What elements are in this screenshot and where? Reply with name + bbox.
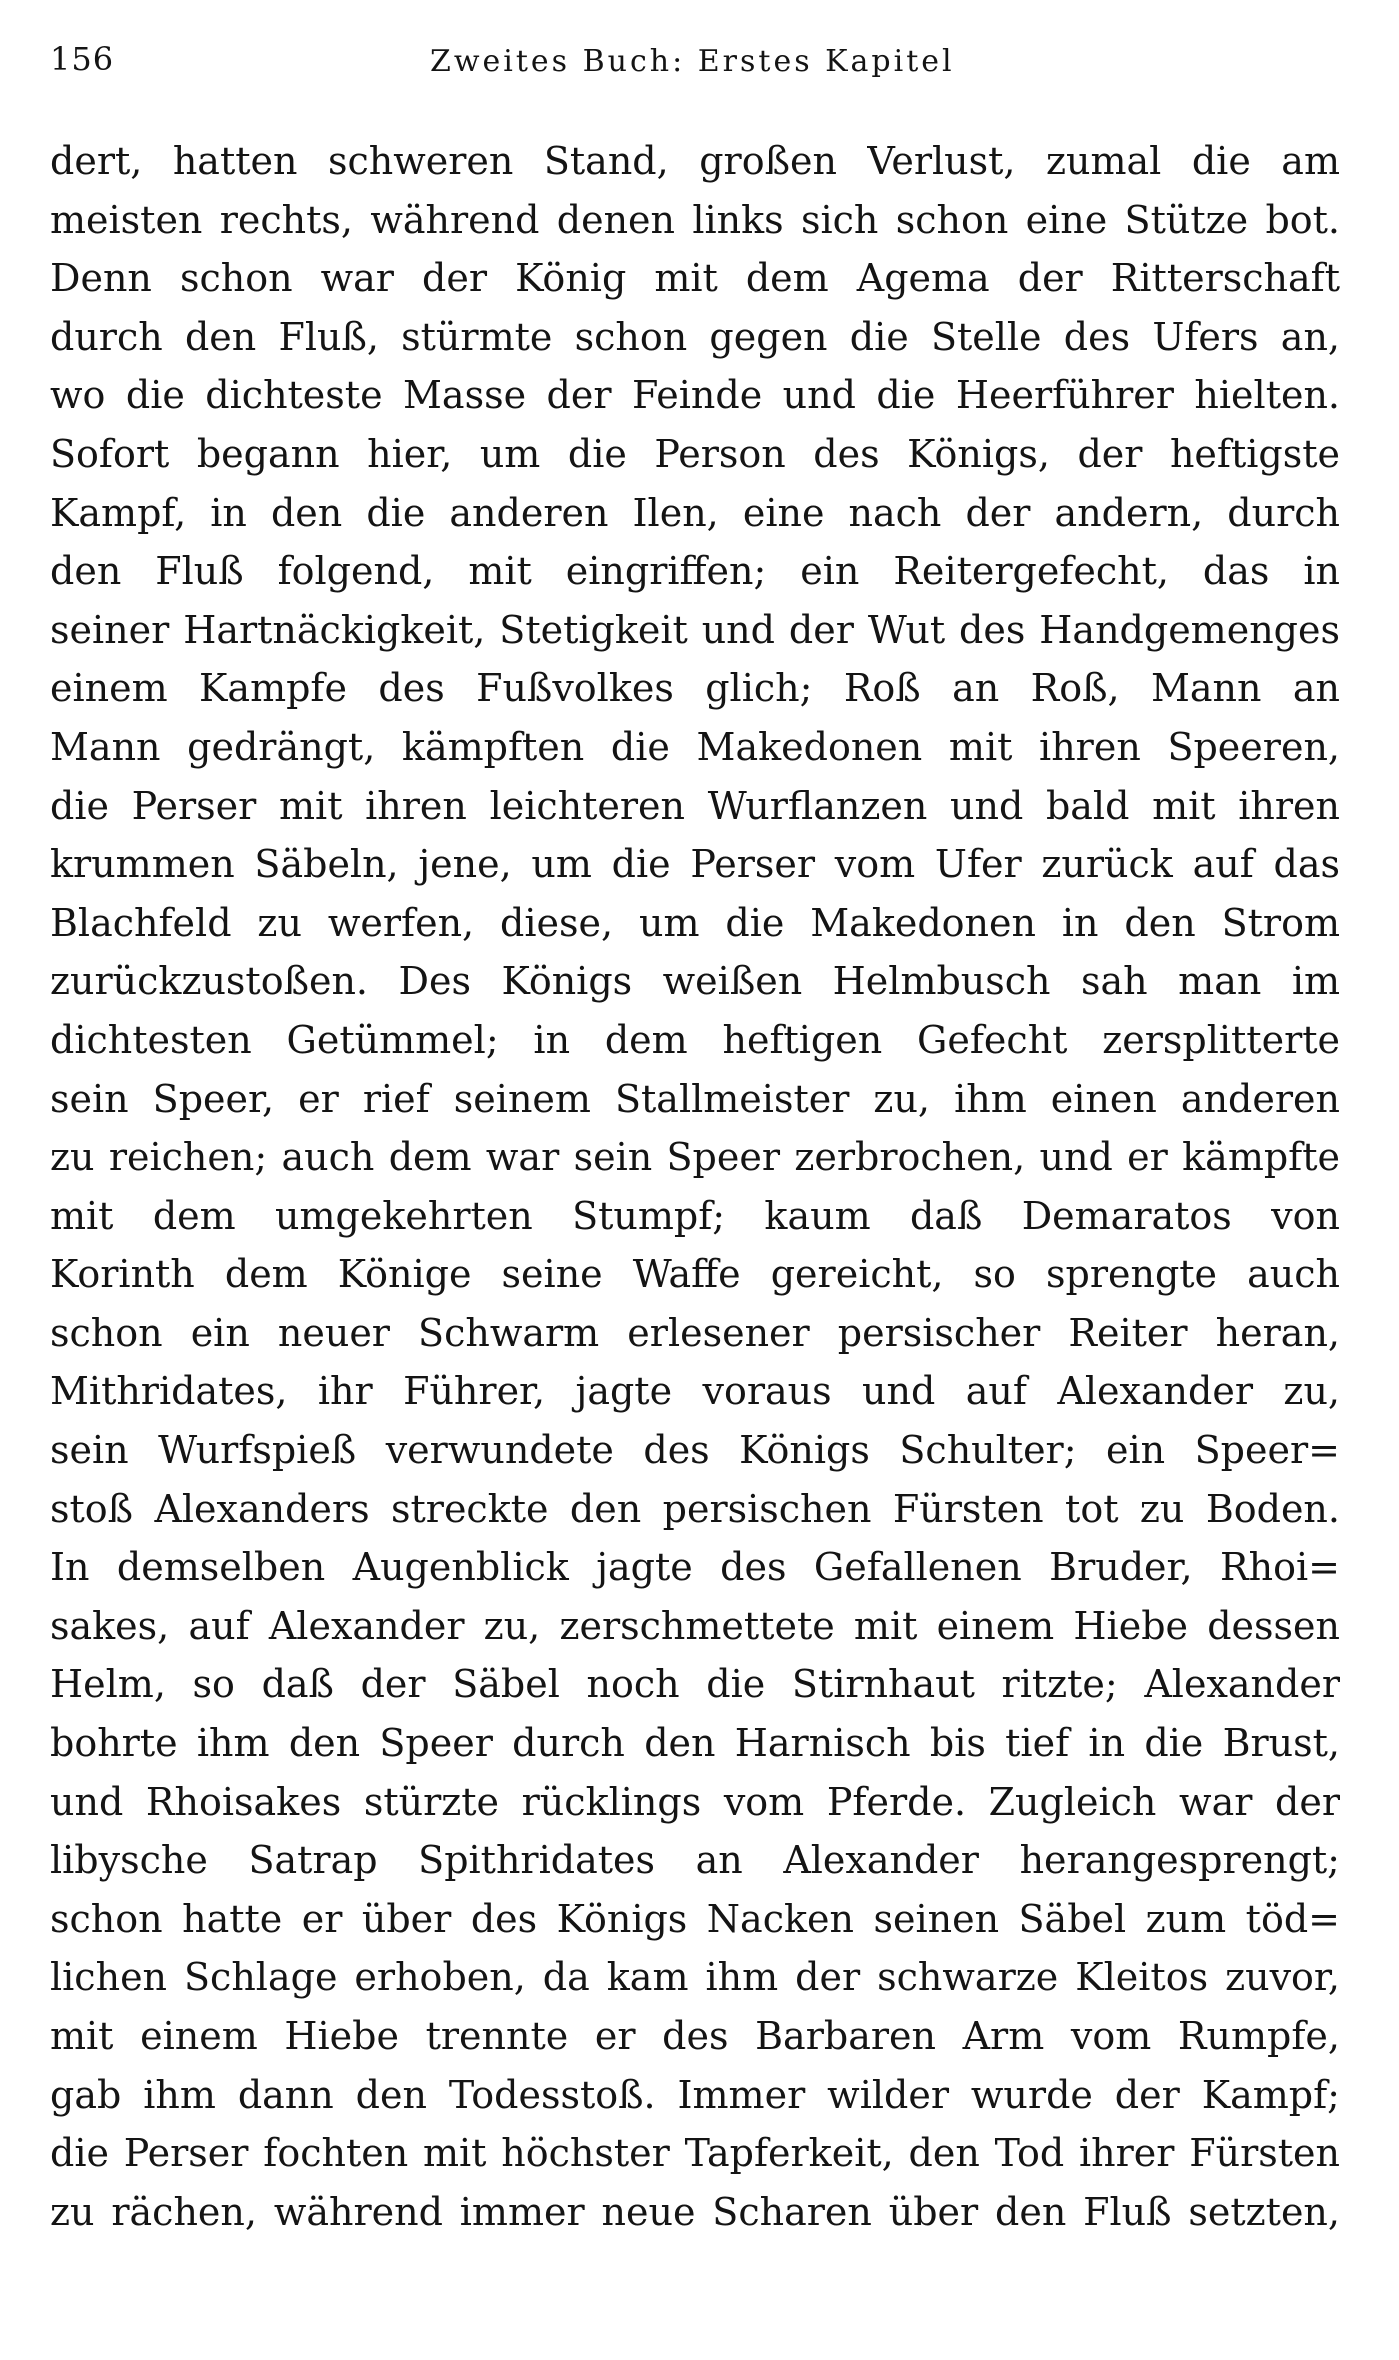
text-line: sein Wurfspieß verwundete des Königs Schulter; ein Speer= bbox=[50, 1428, 1340, 1473]
text-line: Sofort begann hier, um die Person des Königs, der heftigste bbox=[50, 431, 1340, 476]
text-line: stoß Alexanders streckte den persischen Fürsten tot zu Boden. bbox=[50, 1486, 1340, 1531]
text-line: mit einem Hiebe trennte er des Barbaren Arm vom Rumpfe, bbox=[50, 2014, 1340, 2058]
text-line: die Perser fochten mit höchster Tapferkeit, den Tod ihrer Fürsten bbox=[50, 2131, 1340, 2176]
running-head bbox=[50, 40, 1350, 90]
text-line: einem Kampfe des Fußvolkes glich; Roß an Roß, Mann an bbox=[50, 666, 1340, 711]
text-line: durch den Fluß, stürmte schon gegen die Stelle des Ufers an, bbox=[50, 314, 1340, 359]
text-line: In demselben Augenblick jagte des Gefallenen Bruder, Rhoi= bbox=[50, 1545, 1340, 1590]
text-line: Denn schon war der König mit dem Agema der Ritterschaft bbox=[50, 256, 1340, 301]
text-line: schon ein neuer Schwarm erlesener persischer Reiter heran, bbox=[50, 1310, 1340, 1355]
text-line: Helm, so daß der Säbel noch die Stirnhaut ritzte; Alexander bbox=[50, 1662, 1340, 1707]
text-line: gab ihm dann den Todesstoß. Immer wilder wurde der Kampf; bbox=[50, 2072, 1340, 2117]
text-line: meisten rechts, während denen links sich schon eine Stütze bot. bbox=[50, 197, 1340, 242]
text-line: zu reichen; auch dem war sein Speer zerbrochen, und er kämpfte bbox=[50, 1135, 1340, 1180]
text-line: Kampf, in den die anderen Ilen, eine nach der andern, durch bbox=[50, 490, 1340, 535]
text-line: den Fluß folgend, mit eingriffen; ein Reitergefecht, das in bbox=[50, 549, 1340, 594]
text-line: Korinth dem Könige seine Waffe gereicht, so sprengte auch bbox=[50, 1252, 1340, 1297]
text-line: die Perser mit ihren leichteren Wurflanzen und bald mit ihren bbox=[50, 783, 1340, 828]
text-line: krummen Säbeln, jene, um die Perser vom Ufer zurück auf das bbox=[50, 842, 1340, 887]
text-line: zu rächen, während immer neue Scharen über den Fluß setzten, bbox=[50, 2189, 1340, 2234]
text-line: sakes, auf Alexander zu, zerschmettete mit einem Hiebe dessen bbox=[50, 1603, 1340, 1648]
text-line: Mann gedrängt, kämpften die Makedonen mit ihren Speeren, bbox=[50, 724, 1340, 769]
text-line: wo die dichteste Masse der Feinde und die Heerführer hielten. bbox=[50, 373, 1340, 418]
body-text bbox=[50, 132, 1340, 2241]
text-line: und Rhoisakes stürzte rücklings vom Pferde. Zugleich war der bbox=[50, 1779, 1340, 1824]
page-number: 156 bbox=[50, 40, 115, 78]
text-line: lichen Schlage erhoben, da kam ihm der schwarze Kleitos zuvor, bbox=[50, 1955, 1340, 2000]
text-line: libysche Satrap Spithridates an Alexander herangesprengt; bbox=[50, 1838, 1340, 1883]
text-line: dert, hatten schweren Stand, großen Verlust, zumal die am bbox=[50, 139, 1340, 183]
text-line: schon hatte er über des Königs Nacken seinen Säbel zum töd= bbox=[50, 1896, 1340, 1941]
text-line: sein Speer, er rief seinem Stallmeister zu, ihm einen anderen bbox=[50, 1076, 1340, 1121]
running-head-title: Zweites Buch: Erstes Kapitel bbox=[430, 44, 955, 79]
text-line: Mithridates, ihr Führer, jagte voraus und auf Alexander zu, bbox=[50, 1369, 1340, 1414]
text-line: Blachfeld zu werfen, diese, um die Makedonen in den Strom bbox=[50, 900, 1340, 945]
text-line: bohrte ihm den Speer durch den Harnisch bis tief in die Brust, bbox=[50, 1721, 1340, 1766]
text-line: seiner Hartnäckigkeit, Stetigkeit und der Wut des Handgemenges bbox=[50, 607, 1340, 652]
text-line: zurückzustoßen. Des Königs weißen Helmbusch sah man im bbox=[50, 959, 1340, 1004]
text-line: mit dem umgekehrten Stumpf; kaum daß Demaratos von bbox=[50, 1193, 1340, 1238]
text-line: dichtesten Getümmel; in dem heftigen Gefecht zersplitterte bbox=[50, 1017, 1340, 1062]
